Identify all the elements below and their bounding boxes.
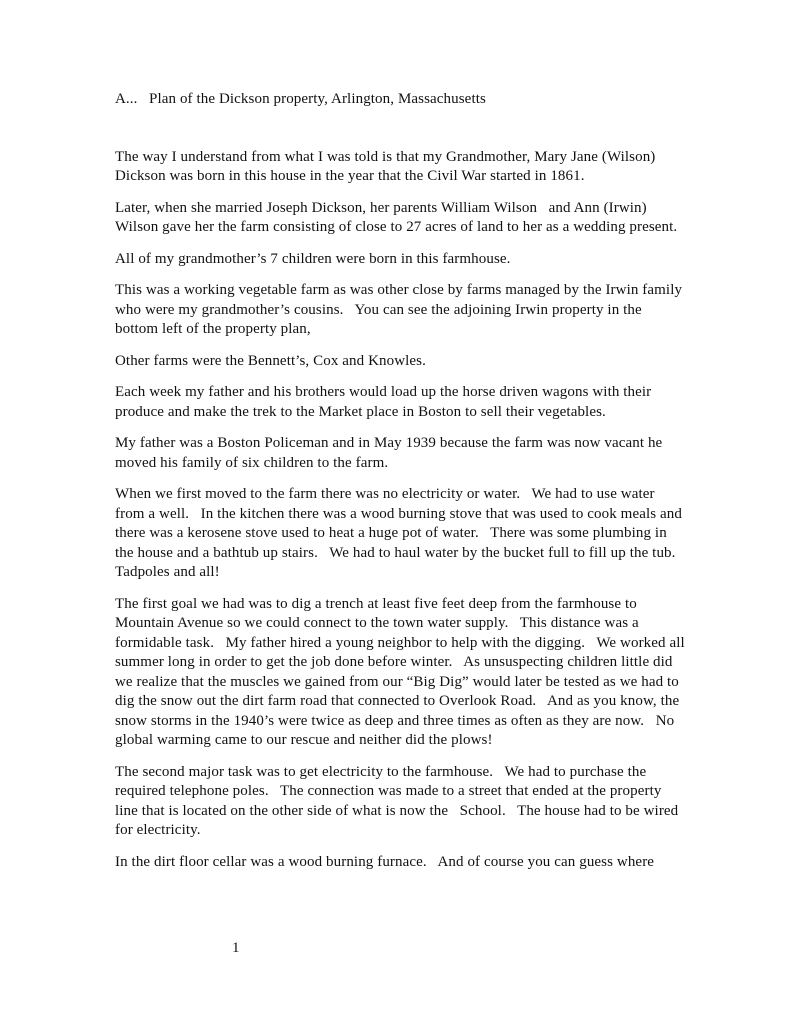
page-number: 1 [232, 940, 240, 956]
paragraph-electricity-task: The second major task was to get electricity to the farmhouse. We had to purchase the required telephone poles. The connection was made to a street that ended at the property line that is located on the other side of what is now the School. The house had to be wired for electricity. [115, 763, 683, 838]
paragraph-dig-trench: The first goal we had was to dig a trench at least five feet deep from the farmhouse to Mountain Avenue so we could connect to the town water supply. This distance was a formidable task. My father hired a young neighbor to help with the digging. We worked all summer long in order to get the job done before winter. As unsuspecting children little did we realize that the muscles we gained from our “Big Dig” would later be tested as we had to dig the snow out the dirt farm road that connected to Overlook Road. And as you know, the snow storms in the 1940’s were twice as deep and three times as often as they are now. No global warming came to our rescue and neither did the plows! [115, 595, 689, 748]
paragraph-no-electricity-water: When we first moved to the farm there was no electricity or water. We had to use water from a well. In the kitchen there was a wood burning stove that was used to cook meals and there was a kerosene stove used to heat a huge pot of water. There was some plumbing in the house and a bathtub up stairs. We had to haul water by the bucket full to fill up the tub. Tadpoles and all! [115, 486, 687, 580]
document-text-block [115, 90, 687, 884]
paragraph-boston-policeman: My father was a Boston Policeman and in May 1939 because the farm was now vacant he moved his family of six children to the farm. [115, 435, 667, 471]
paragraph-wedding-present: Later, when she married Joseph Dickson, her parents William Wilson and Ann (Irwin) Wilson gave her the farm consisting of close to 27 acres of land to her as a wedding present. [115, 199, 678, 235]
paragraph-other-farms: Other farms were the Bennett’s, Cox and Knowles. [115, 352, 426, 369]
paragraph-market-wagons: Each week my father and his brothers would load up the horse driven wagons with their produce and make the trek to the Market place in Boston to sell their vegetables. [115, 384, 656, 420]
paragraph-seven-children: All of my grandmother’s 7 children were born in this farmhouse. [115, 250, 511, 267]
paragraph-grandmother-born: The way I understand from what I was told is that my Grandmother, Mary Jane (Wilson) Dickson was born in this house in the year that the Civil War started in 1861. [115, 148, 660, 184]
paragraph-cellar-furnace: In the dirt floor cellar was a wood burning furnace. And of course you can guess where [115, 853, 655, 870]
document-title: A... Plan of the Dickson property, Arlington, Massachusetts [115, 91, 486, 107]
paragraph-vegetable-farm: This was a working vegetable farm as was other close by farms managed by the Irwin family who were my grandmother’s cousins. You can see the adjoining Irwin property in the bottom left of the property plan, [115, 282, 686, 337]
